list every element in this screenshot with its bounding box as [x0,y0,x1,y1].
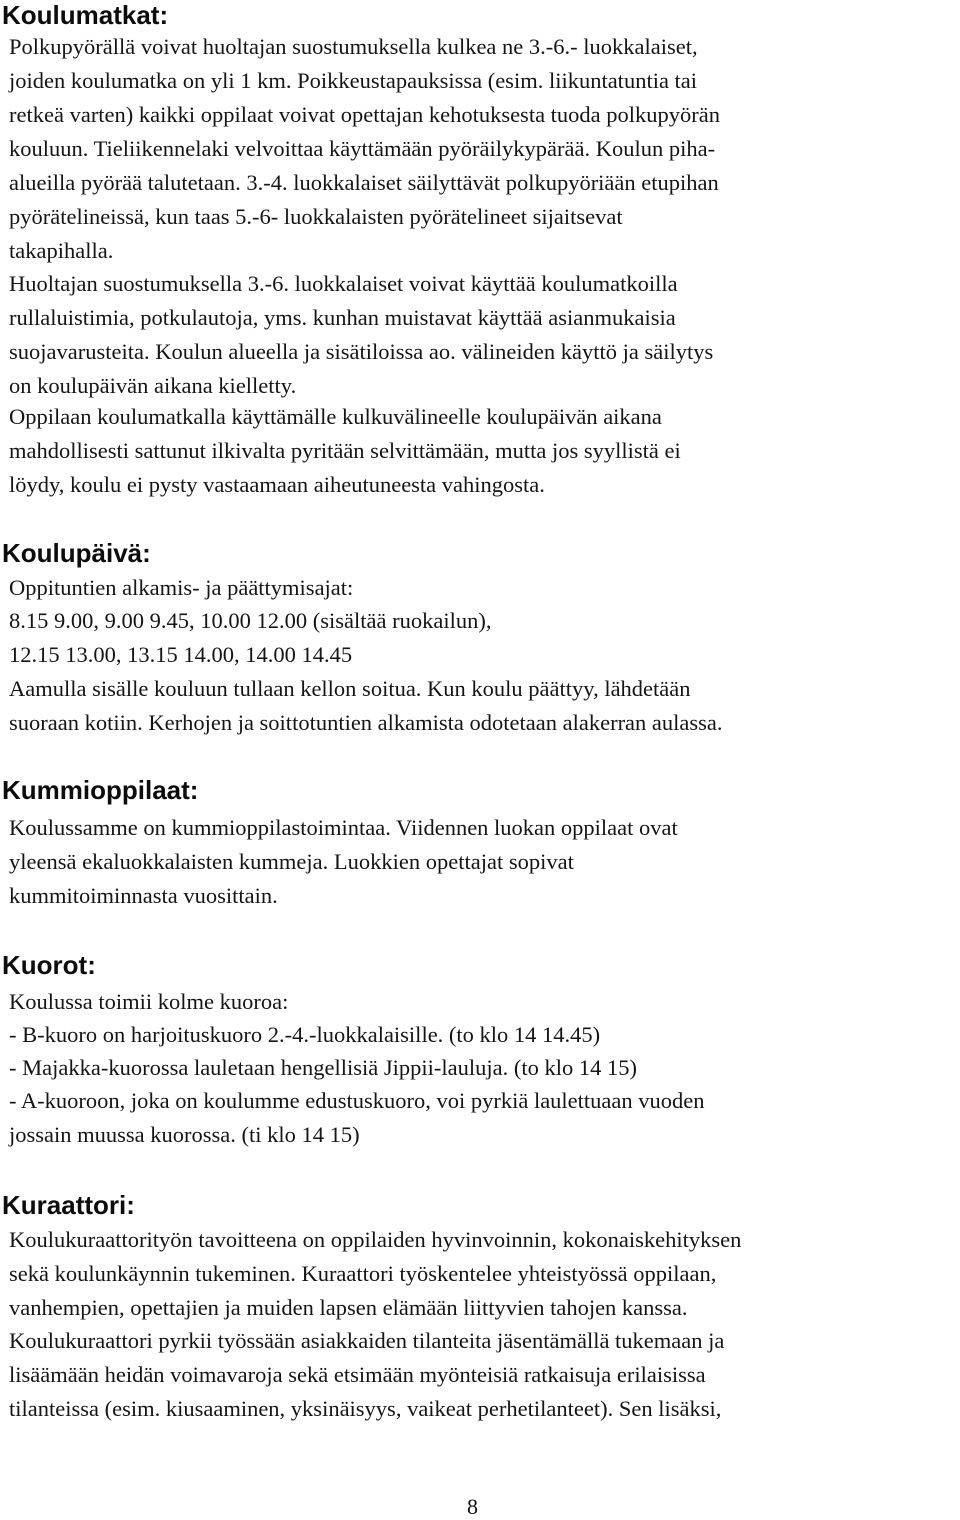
paragraph-line: mahdollisesti sattunut ilkivalta pyritään selvittämään, mutta jos syyllistä ei [9,438,681,463]
paragraph-line: retkeä varten) kaikki oppilaat voivat opettajan kehotuksesta tuoda polkupyörän [9,102,721,127]
section-heading-koulumatkat: Koulumatkat: [2,0,169,30]
paragraph-line: on koulupäivän aikana kielletty. [9,373,297,398]
section-heading-kuorot: Kuorot: [2,950,96,980]
list-item: - Majakka-kuorossa lauletaan hengellisiä Jippii-lauluja. (to klo 14 15) [9,1055,637,1080]
paragraph-line: sekä koulunkäynnin tukeminen. Kuraattori työskentelee yhteistyössä oppilaan, [9,1261,717,1286]
paragraph-line: tilanteissa (esim. kiusaaminen, yksinäisyys, vaikeat perhetilanteet). Sen lisäksi, [9,1396,722,1421]
paragraph-line: Polkupyörällä voivat huoltajan suostumuksella kulkea ne 3.-6.- luokkalaiset, [9,34,698,59]
paragraph-line: vanhempien, opettajien ja muiden lapsen elämään liittyvien tahojen kanssa. [9,1295,688,1320]
page-number: 8 [467,1494,478,1519]
paragraph-line: Koulukuraattorityön tavoitteena on oppilaiden hyvinvoinnin, kokonaiskehityksen [9,1227,742,1252]
paragraph-line: Aamulla sisälle kouluun tullaan kellon soitua. Kun koulu päättyy, lähdetään [9,676,691,701]
section-heading-kummioppilaat: Kummioppilaat: [2,775,199,805]
paragraph-line: pyörätelineissä, kun taas 5.-6- luokkalaisten pyörätelineet sijaitsevat [9,204,623,229]
paragraph-line: takapihalla. [9,238,114,263]
paragraph-line: Oppilaan koulumatkalla käyttämälle kulkuvälineelle koulupäivän aikana [9,404,662,429]
paragraph-line: jossain muussa kuorossa. (ti klo 14 15) [9,1122,360,1147]
paragraph-line: kummitoiminnasta vuosittain. [9,883,278,908]
section-heading-kuraattori: Kuraattori: [2,1190,135,1220]
paragraph-line: Koulussamme on kummioppilastoimintaa. Viidennen luokan oppilaat ovat [9,815,678,840]
paragraph-line: Koulukuraattori pyrkii työssään asiakkaiden tilanteita jäsentämällä tukemaan ja [9,1328,725,1353]
paragraph-line: alueilla pyörää talutetaan. 3.-4. luokkalaiset säilyttävät polkupyöriään etupihan [9,170,719,195]
section-heading-koulupaiva: Koulupäivä: [2,538,151,568]
paragraph-line: kouluun. Tieliikennelaki velvoittaa käyttämään pyöräilykypärää. Koulun piha- [9,136,716,161]
paragraph-line: Huoltajan suostumuksella 3.-6. luokkalaiset voivat käyttää koulumatkoilla [9,271,678,296]
schedule-line: 8.15 9.00, 9.00 9.45, 10.00 12.00 (sisältää ruokailun), [9,608,492,633]
paragraph-line: joiden koulumatka on yli 1 km. Poikkeustapauksissa (esim. liikuntatuntia tai [9,68,698,93]
paragraph-line: rullaluistimia, potkulautoja, yms. kunhan muistavat käyttää asianmukaisia [9,305,676,330]
paragraph-line: löydy, koulu ei pysty vastaamaan aiheutuneesta vahingosta. [9,472,545,497]
list-item: - B-kuoro on harjoituskuoro 2.-4.-luokkalaisille. (to klo 14 14.45) [9,1022,601,1047]
schedule-line: 12.15 13.00, 13.15 14.00, 14.00 14.45 [9,642,353,667]
paragraph-line: suoraan kotiin. Kerhojen ja soittotuntien alkamista odotetaan alakerran aulassa. [9,710,723,735]
paragraph-line: Oppituntien alkamis- ja päättymisajat: [9,575,354,600]
list-item: - A-kuoroon, joka on koulumme edustuskuoro, voi pyrkiä laulettuaan vuoden [9,1088,705,1113]
paragraph-line: yleensä ekaluokkalaisten kummeja. Luokkien opettajat sopivat [9,849,574,874]
paragraph-line: Koulussa toimii kolme kuoroa: [9,989,289,1014]
paragraph-line: lisäämään heidän voimavaroja sekä etsimään myönteisiä ratkaisuja erilaisissa [9,1362,706,1387]
paragraph-line: suojavarusteita. Koulun alueella ja sisätiloissa ao. välineiden käyttö ja säilytys [9,339,714,364]
